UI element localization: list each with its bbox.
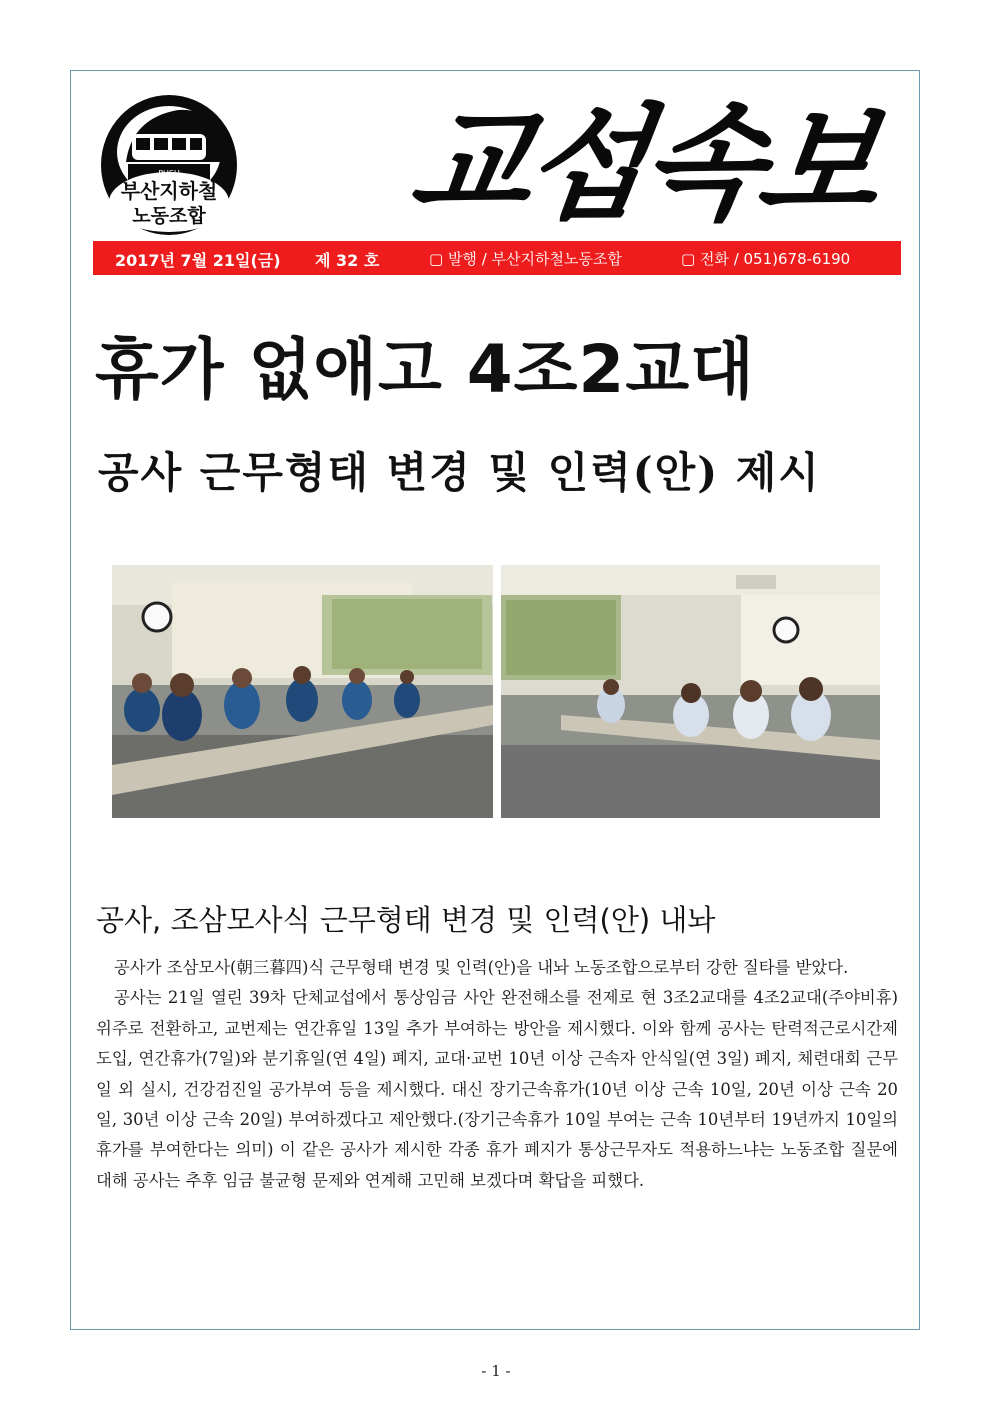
meeting-photo-management-side	[501, 565, 880, 818]
issue-date: 2017년 7월 21일(금)	[115, 251, 281, 270]
sub-headline: 공사 근무형태 변경 및 인력(안) 제시	[98, 448, 821, 497]
article-section-title: 공사, 조삼모사식 근무형태 변경 및 인력(안) 내놔	[96, 903, 716, 937]
phone-info: ▢ 전화 / 051)678-6190	[681, 250, 851, 268]
union-logo	[98, 92, 240, 238]
article-paragraph: 공사가 조삼모사(朝三暮四)식 근무형태 변경 및 인력(안)을 내놔 노동조합으로부터 강한 질타를 받았다.	[114, 958, 849, 977]
logo-text-line2: 노동조합	[132, 205, 206, 227]
masthead-title: 교섭속보	[401, 93, 886, 237]
union-logo-graphic	[98, 92, 240, 238]
publisher-info: ▢ 발행 / 부산지하철노동조합	[429, 250, 622, 268]
issue-number: 제 32 호	[315, 251, 380, 270]
main-headline: 휴가 없애고 4조2교대	[95, 331, 755, 408]
meeting-photo-union-side	[112, 565, 493, 818]
issue-info-bar	[93, 241, 901, 275]
article-paragraph: 공사는 21일 열린 39차 단체교섭에서 통상임금 사안 완전해소를 전제로 현 3조2교대를 4조2교대(주야비휴) 위주로 전환하고, 교번제는 연간휴일 13일 추가 부여하는 방안을 제시했다. 이와 함께 공사는 탄력적근로시간제 도입, 연간휴가(7일)와 분기휴일(연 4일) 폐지, 교대·교번 10년 이상 근속자 안식일(연 3일) 폐지, 체련대회 근무일 외 실시, 건강검진일 공가부여 등을 제시했다. 대신 장기근속휴가(10년 이상 근속 10일, 20년 이상 근속 20일, 30년 이상 근속 20일) 부여하겠다고 제안했다.(장기근속휴가 10일 부여는 근속 10년부터 19년까지 10일의 휴가를 부여한다는 의미) 이 같은 공사가 제시한 각종 휴가 폐지가 통상근무자도 적용하느냐는 노동조합 질문에 대해 공사는 추후 임금 불균형 문제와 연계해 고민해 보겠다며 확답을 피했다.	[96, 988, 898, 1190]
article-body	[96, 953, 898, 1196]
logo-text-line1: 부산지하철	[120, 179, 218, 203]
page-number: - 1 -	[481, 1362, 511, 1380]
